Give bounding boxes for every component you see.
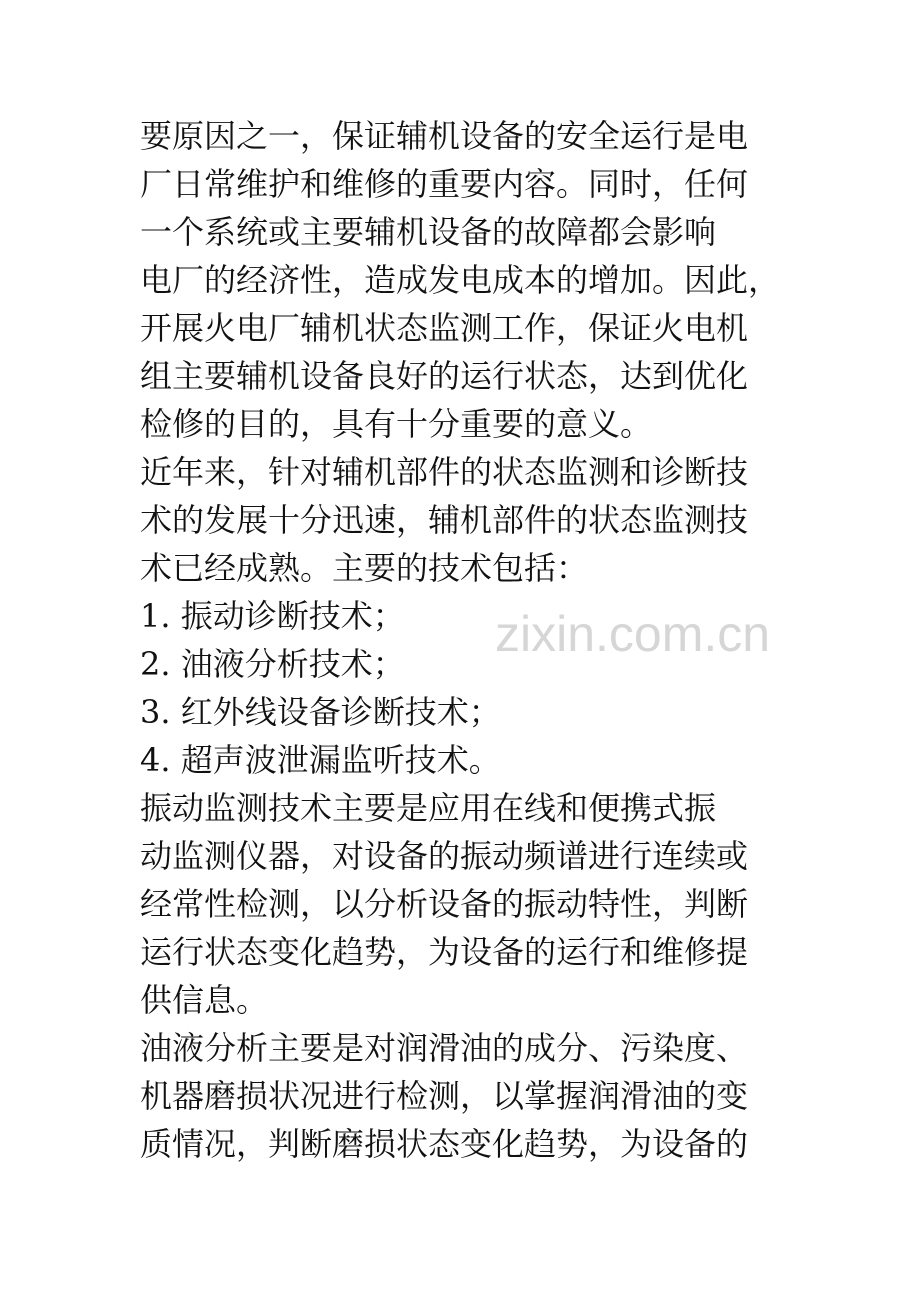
watermark: zixin.com.cn xyxy=(495,606,771,662)
text-line: 经常性检测，以分析设备的振动特性，判断 xyxy=(140,885,749,923)
text-line: 机器磨损状况进行检测，以掌握润滑油的变 xyxy=(140,1077,749,1115)
text-line: 振动监测技术主要是应用在线和便携式振 xyxy=(140,789,717,827)
text-line: 检修的目的，具有十分重要的意义。 xyxy=(140,405,653,443)
text-line: 一个系统或主要辅机设备的故障都会影响 xyxy=(140,213,717,251)
text-line: 组主要辅机设备良好的运行状态，达到优化 xyxy=(140,357,749,395)
list-item: 2. 油液分析技术； xyxy=(140,645,405,683)
text-line: 要原因之一，保证辅机设备的安全运行是电 xyxy=(140,117,749,155)
list-item: 4. 超声波泄漏监听技术。 xyxy=(140,741,501,779)
text-line: 术已经成熟。主要的技术包括： xyxy=(140,549,589,587)
text-line: 开展火电厂辅机状态监测工作，保证火电机 xyxy=(140,309,749,347)
text-line: 供信息。 xyxy=(140,981,269,1019)
text-line: 油液分析主要是对润滑油的成分、污染度、 xyxy=(140,1029,749,1067)
list-item: 1. 振动诊断技术； xyxy=(140,597,405,635)
text-line: 运行状态变化趋势，为设备的运行和维修提 xyxy=(140,933,749,971)
list-item: 3. 红外线设备诊断技术； xyxy=(140,693,501,731)
text-line: 动监测仪器，对设备的振动频谱进行连续或 xyxy=(140,837,749,875)
text-line: 电厂的经济性，造成发电成本的增加。因此， xyxy=(140,261,781,299)
text-line: 近年来，针对辅机部件的状态监测和诊断技 xyxy=(140,453,749,491)
text-line: 质情况，判断磨损状态变化趋势，为设备的 xyxy=(140,1125,749,1163)
text-line: 厂日常维护和维修的重要内容。同时，任何 xyxy=(140,165,749,203)
text-line: 术的发展十分迅速，辅机部件的状态监测技 xyxy=(140,501,749,539)
